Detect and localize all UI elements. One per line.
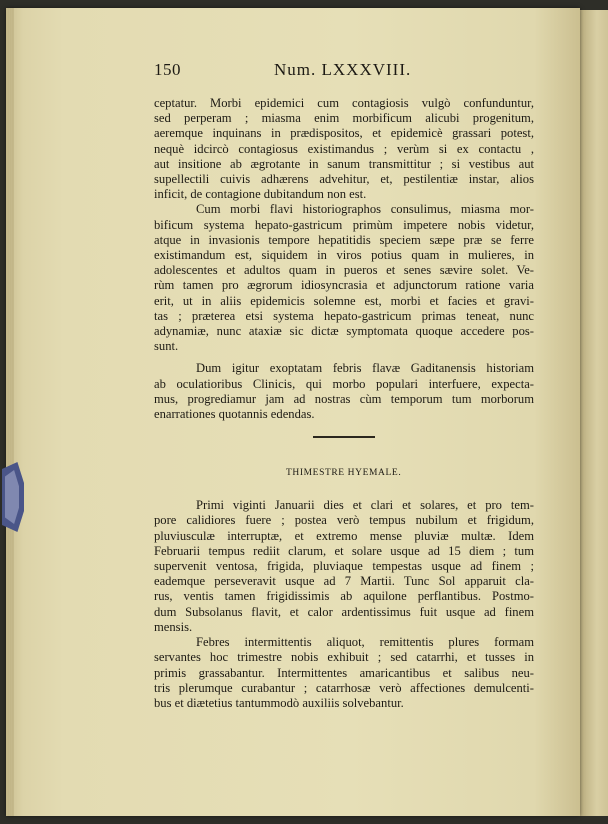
text-line: tas ; præterea etsi systema hepato-gastricum primas teneat, nunc bbox=[154, 308, 534, 323]
text-line: Primi viginti Januarii dies et clari et solares, et pro tem- bbox=[196, 498, 534, 513]
text-line: tris plerumque curabantur ; catarrhosæ verò affectiones demulcenti- bbox=[154, 680, 534, 695]
text-line: Februarii tempus rediit clarum, et solare usque ad 15 diem ; tum bbox=[154, 543, 534, 558]
page-header bbox=[154, 60, 534, 90]
text-line: bus et diætetius tantummodò auxiliis solvebantur. bbox=[154, 695, 404, 710]
text-line: sed perperam ; miasma enim morbificum alicubi progenitum, bbox=[154, 111, 534, 126]
text-line: atque in invasionis tempore hepatitidis speciem sæpe præ se ferre bbox=[154, 232, 534, 247]
section-divider bbox=[313, 436, 375, 438]
text-line: pluviusculæ interruptæ, et extremo mense pluviæ multæ. Idem bbox=[154, 528, 534, 543]
text-line: mensis. bbox=[154, 619, 193, 634]
running-title: Num. LXXXVIII. bbox=[274, 60, 412, 79]
text-line: adynamiæ, nunc ataxiæ sic dictæ symptomata quoque accedere pos- bbox=[154, 324, 534, 339]
text-line: adolescentes et adultos quam in pueros et senes sævire solet. Ve- bbox=[154, 263, 534, 278]
text-line: aeremque inquinans in prædispositos, et epidemicè grassari potest, bbox=[154, 126, 534, 141]
section-heading: THIMESTRE HYEMALE. bbox=[286, 468, 402, 479]
text-line: eademque perseveravit usque ad 7 Martii. Tunc Sol apparuit cla- bbox=[154, 574, 534, 589]
text-line: inficit, de contagione dubitandum non est. bbox=[154, 187, 367, 202]
text-line: erit, ut in aliis epidemicis solemne est, morbi et facies et gravi- bbox=[154, 293, 534, 308]
text-line: bificum systema hepato-gastricum primùm impetere nobis videtur, bbox=[154, 217, 534, 232]
text-line: primis grassabantur. Intermittentes amaricantibus et salibus neu- bbox=[154, 665, 534, 680]
paragraph-5 bbox=[154, 635, 534, 711]
text-line: rùm tamen pro ægrorum idiosyncrasia et adjunctorum ratione varia bbox=[154, 278, 534, 293]
text-line: nequè idcircò contagiosus existimandus ; verùm si ex contactu , bbox=[154, 141, 534, 156]
page-number: 150 bbox=[154, 60, 181, 79]
paragraph-1 bbox=[154, 96, 534, 202]
text-line: dum Subsolanus flavit, et calor ardentissimus fuit usque ad finem bbox=[154, 604, 534, 619]
paragraph-3 bbox=[154, 361, 534, 422]
text-line: supellectili cuivis adhærens advehitur, et, pestilentiæ instar, alios bbox=[154, 172, 534, 187]
text-line: supervenit ventosa, frigida, pluviaque tempestas usque ad finem ; bbox=[154, 559, 534, 574]
text-line: servantes hoc trimestre nobis exhibuit ; sed catarrhi, et tusses in bbox=[154, 650, 534, 665]
text-line: ceptatur. Morbi epidemici cum contagiosis vulgò confunduntur, bbox=[154, 96, 534, 110]
text-line: sunt. bbox=[154, 339, 179, 354]
page-edge bbox=[6, 8, 14, 816]
text-line: Cum morbi flavi historiographos consulimus, miasma mor- bbox=[196, 202, 534, 217]
adjacent-page-edge bbox=[580, 10, 608, 816]
text-line: pore calidiores fuere ; postea verò tempus nubilum et frigidum, bbox=[154, 513, 534, 528]
page-text bbox=[154, 60, 534, 711]
text-line: mus, progrediamur jam ad nostras cùm temporum tum morborum bbox=[154, 391, 534, 406]
text-line: rus, ventis tamen frigidissimis ab aquilone perflantibus. Postmo- bbox=[154, 589, 534, 604]
text-line: enarrationes quotannis edendas. bbox=[154, 407, 315, 422]
text-line: ab oculatioribus Clinicis, qui morbo populari interfuere, expecta- bbox=[154, 376, 534, 391]
paragraph-2 bbox=[154, 202, 534, 354]
text-line: existimandum est, siquidem in viros potius quam in mulieres, in bbox=[154, 248, 534, 263]
text-line: aut insitione ab ægrotante in sanum transmittitur ; si vestibus aut bbox=[154, 156, 534, 171]
text-line: Dum igitur exoptatam febris flavæ Gaditanensis historiam bbox=[196, 361, 534, 376]
text-line: Febres intermittentis aliquot, remittentis plures formam bbox=[196, 635, 534, 650]
paragraph-4 bbox=[154, 498, 534, 635]
